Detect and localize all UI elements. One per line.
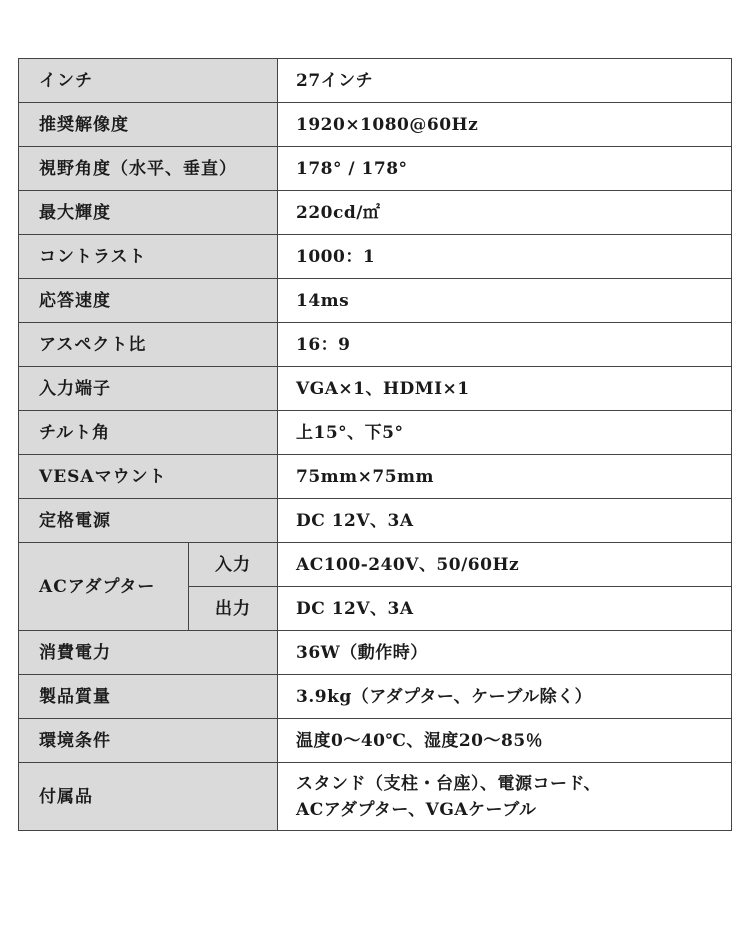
spec-label: 定格電源	[19, 499, 278, 543]
spec-label: 環境条件	[19, 719, 278, 763]
spec-label: 推奨解像度	[19, 103, 278, 147]
spec-value: DC 12V、3A	[278, 587, 732, 631]
spec-label: 付属品	[19, 763, 278, 831]
spec-row-viewing-angle	[19, 147, 732, 191]
accessories-line: スタンド（支柱・台座）、電源コード、	[296, 773, 601, 794]
spec-sublabel: 入力	[189, 543, 278, 587]
spec-label: VESAマウント	[19, 455, 278, 499]
spec-row-input-ports	[19, 367, 732, 411]
spec-label: 応答速度	[19, 279, 278, 323]
spec-sublabel: 出力	[189, 587, 278, 631]
spec-value: 14ms	[278, 279, 732, 323]
spec-row-vesa-mount	[19, 455, 732, 499]
spec-label: 視野角度（水平、垂直）	[19, 147, 278, 191]
spec-label: チルト角	[19, 411, 278, 455]
spec-label: アスペクト比	[19, 323, 278, 367]
spec-row-response-time	[19, 279, 732, 323]
spec-row-tilt-angle	[19, 411, 732, 455]
spec-row-weight	[19, 675, 732, 719]
spec-value: 27インチ	[278, 59, 732, 103]
spec-value: VGA×1、HDMI×1	[278, 367, 732, 411]
spec-row-aspect-ratio	[19, 323, 732, 367]
spec-label: コントラスト	[19, 235, 278, 279]
spec-label: 最大輝度	[19, 191, 278, 235]
spec-row-environment	[19, 719, 732, 763]
spec-row-brightness	[19, 191, 732, 235]
spec-value: 220cd/㎡	[278, 191, 732, 235]
spec-label: 消費電力	[19, 631, 278, 675]
spec-row-accessories	[19, 763, 732, 831]
accessories-line: ACアダプター、VGAケーブル	[296, 799, 537, 820]
spec-label: 製品質量	[19, 675, 278, 719]
spec-label: インチ	[19, 59, 278, 103]
spec-value: 36W（動作時）	[278, 631, 732, 675]
spec-table	[18, 58, 732, 831]
spec-value: AC100-240V、50/60Hz	[278, 543, 732, 587]
spec-value: 75mm×75mm	[278, 455, 732, 499]
spec-row-ac-adapter-input	[19, 543, 732, 587]
spec-row-resolution	[19, 103, 732, 147]
spec-row-rated-power	[19, 499, 732, 543]
spec-value: 3.9kg（アダプター、ケーブル除く）	[278, 675, 732, 719]
spec-label: 入力端子	[19, 367, 278, 411]
spec-value: 178° / 178°	[278, 147, 732, 191]
spec-label: ACアダプター	[19, 543, 189, 631]
spec-value: 16：9	[278, 323, 732, 367]
spec-value: 1920×1080@60Hz	[278, 103, 732, 147]
spec-value: 温度0～40℃、湿度20～85％	[278, 719, 732, 763]
spec-row-contrast	[19, 235, 732, 279]
spec-row-inch	[19, 59, 732, 103]
spec-value: DC 12V、3A	[278, 499, 732, 543]
spec-value	[278, 763, 732, 831]
spec-row-power-consumption	[19, 631, 732, 675]
spec-value: 上15°、下5°	[278, 411, 732, 455]
spec-value: 1000：1	[278, 235, 732, 279]
